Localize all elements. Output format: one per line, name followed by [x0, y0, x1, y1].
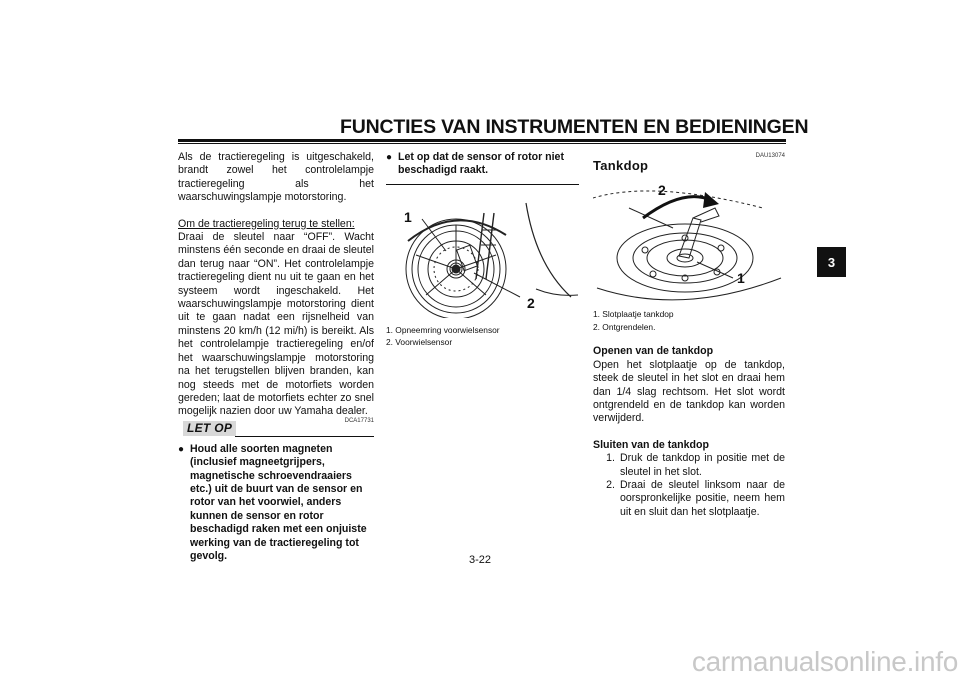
tank-cap-illustration [593, 178, 785, 306]
column-1 [178, 151, 374, 563]
caption-1: 1. Slotplaatje tankdop [593, 309, 674, 320]
column-3 [593, 151, 785, 519]
page-number: 3-22 [468, 554, 492, 566]
step-text: Druk de tankdop in positie met de sleutel in het slot. [620, 452, 785, 478]
paragraph-tc-disabled: Als de tractieregeling is uitgeschakeld, brandt zowel het controlelampje tractieregeling als het waarschuwingslampje motorstoring. [178, 151, 374, 204]
caption-2: 2. Voorwielsensor [386, 337, 453, 348]
watermark: carmanualsonline.info [691, 646, 958, 677]
column-2 [386, 151, 579, 349]
title-rule [178, 139, 786, 142]
step-text: Draai de sleutel linksom naar de oorspronkelijke positie, neem hem uit en sluit dan het slotplaatje. [620, 479, 785, 518]
open-heading: Openen van de tankdop [593, 345, 714, 358]
step-number: 2. [606, 479, 615, 492]
open-text: Open het slotplaatje op de tankdop, steek de sleutel in het slot en draai hem dan 1/4 slag rechtsom. Het slot wordt ontgrendeld en de tankdop kan worden verwijderd. [593, 358, 785, 425]
caution-text-2: Let op dat de sensor of rotor niet beschadigd raakt. [398, 151, 564, 177]
step-2 [593, 479, 785, 519]
step-1 [593, 452, 785, 479]
caution-item [178, 443, 374, 564]
reset-paragraph: Draai de sleutel naar “OFF”. Wacht minstens één seconde en draai de sleutel dan terug naar “ON”. Het controlelampje tractieregeling dient nu uit te gaan en het systeem wordt ingeschakeld. Het waarschuwingslampje motorstoring dient uit te gaan nadat een rijsnelheid van minstens 20 km/h (12 mi/h) is bereikt. Als het controlelampje tractieregeling en/of het waarschuwingslampje motorstoring na het terugstellen blijven branden, kan nog steeds met de motorfiets worden gereden; laat de motorfiets echter zo snel mogelijk nazien door uw Yamaha dealer. [178, 231, 374, 418]
caution-header [178, 421, 374, 437]
callout-1: 1 [737, 270, 745, 287]
figure-tank-cap [593, 178, 785, 306]
callout-2: 2 [527, 294, 535, 311]
caution-item-2 [386, 151, 579, 178]
caution-text: Houd alle soorten magneten (inclusief magneetgrijpers, magnetische schroevendraaiers etc.) uit de buurt van de sensor en rotor van het voorwiel, anders kunnen de sensor en rotor beschadigd raken met een onjuiste werking van de tractieregeling tot gevolg. [190, 442, 367, 562]
bullet-icon: ● [386, 152, 393, 163]
reset-heading: Om de tractieregeling terug te stellen: [178, 217, 355, 230]
figure-front-wheel-sensor [386, 185, 579, 318]
bullet-icon: ● [178, 443, 185, 455]
title-rule-thin [178, 143, 786, 144]
section-code: DAU13074 [755, 153, 785, 159]
caption-2: 2. Ontgrendelen. [593, 321, 656, 332]
callout-1: 1 [404, 208, 412, 225]
caution-code: DCA17731 [344, 417, 374, 424]
caption-1: 1. Opneemring voorwielsensor [386, 324, 500, 335]
figure-captions [593, 308, 785, 333]
step-number: 1. [606, 452, 615, 465]
page-title: FUNCTIES VAN INSTRUMENTEN EN BEDIENINGEN [340, 116, 809, 138]
callout-2: 2 [658, 182, 666, 199]
caution-rule [235, 436, 374, 437]
heading-tankdop: Tankdop [593, 158, 649, 173]
figure-captions [386, 324, 579, 349]
close-steps [593, 452, 785, 519]
section-heading [593, 151, 785, 172]
front-wheel-illustration [386, 185, 579, 318]
section-tab[interactable]: 3 [817, 247, 846, 277]
close-heading: Sluiten van de tankdop [593, 438, 709, 451]
caution-badge: LET OP [183, 421, 236, 436]
